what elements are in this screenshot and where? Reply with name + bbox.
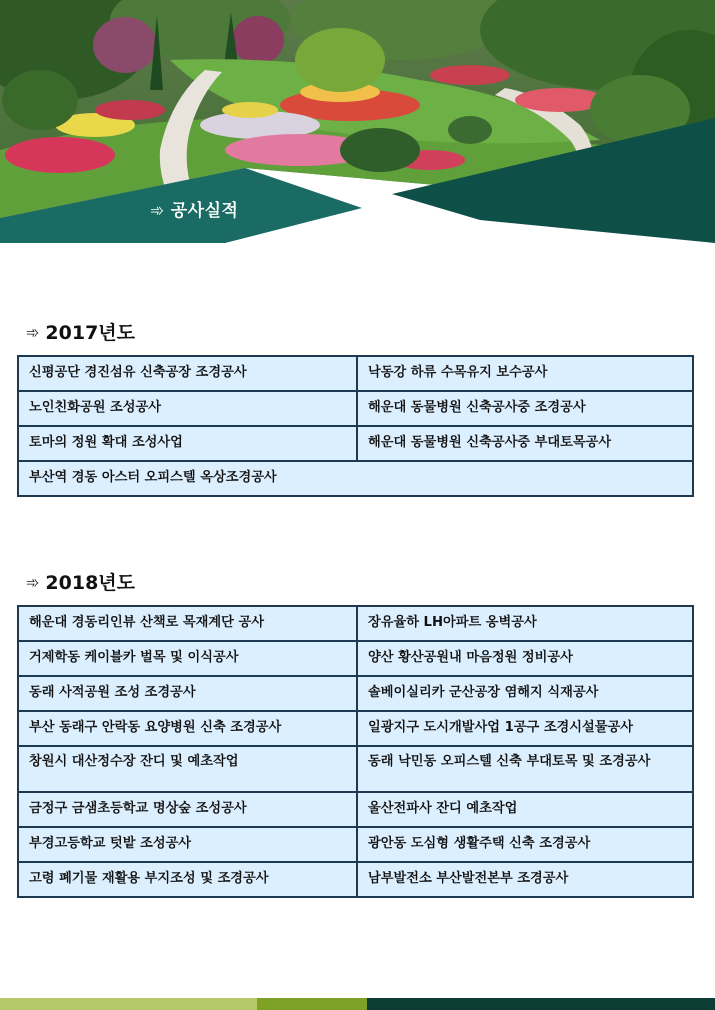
table-row: [18, 711, 693, 746]
footer-stripe-mid: [257, 998, 367, 1010]
table-cell: 부산 동래구 안락동 요양병원 신축 조경공사: [18, 711, 357, 746]
works-table-2018: [17, 605, 694, 898]
header-banner: [0, 0, 715, 250]
footer-bar: [0, 998, 715, 1010]
table-cell: 신평공단 경진섬유 신축공장 조경공사: [18, 356, 357, 391]
garden-illustration: [0, 0, 715, 250]
section-year: 2018년도: [45, 572, 135, 594]
table-row: [18, 827, 693, 862]
table-cell: 광안동 도심형 생활주택 신축 조경공사: [357, 827, 693, 862]
table-cell: 토마의 정원 확대 조성사업: [18, 426, 357, 461]
table-row: [18, 606, 693, 641]
works-table-2017: [17, 355, 694, 497]
table-row: [18, 641, 693, 676]
table-row: [18, 676, 693, 711]
table-cell: 장유율하 LH아파트 옹벽공사: [357, 606, 693, 641]
table-row: [18, 391, 693, 426]
table-cell: 솔베이실리카 군산공장 염해지 식재공사: [357, 676, 693, 711]
table-cell: 거제학동 케이블카 벌목 및 이식공사: [18, 641, 357, 676]
table-row: [18, 792, 693, 827]
arrow-right-icon: ➾: [26, 573, 40, 592]
page-title: [150, 196, 238, 221]
table-cell: 해운대 동물병원 신축공사중 조경공사: [357, 391, 693, 426]
page-title-text: 공사실적: [170, 201, 239, 221]
table-row: [18, 356, 693, 391]
table-cell: 노인친화공원 조성공사: [18, 391, 357, 426]
section-heading-2018: [26, 568, 135, 595]
footer-stripe-dark: [367, 998, 715, 1010]
table-cell: 양산 황산공원내 마음정원 정비공사: [357, 641, 693, 676]
table-cell: 울산전파사 잔디 예초작업: [357, 792, 693, 827]
table-cell: 해운대 경동리인뷰 산책로 목재계단 공사: [18, 606, 357, 641]
table-cell: 해운대 동물병원 신축공사중 부대토목공사: [357, 426, 693, 461]
table-row: [18, 746, 693, 792]
section-year: 2017년도: [45, 322, 135, 344]
table-cell: 부경고등학교 텃밭 조성공사: [18, 827, 357, 862]
table-row: [18, 426, 693, 461]
table-cell: 남부발전소 부산발전본부 조경공사: [357, 862, 693, 897]
footer-stripe-light: [0, 998, 257, 1010]
table-cell: 낙동강 하류 수목유지 보수공사: [357, 356, 693, 391]
arrow-right-icon: ➾: [150, 201, 165, 221]
section-heading-2017: [26, 318, 135, 345]
table-cell: 금정구 금샘초등학교 명상숲 조성공사: [18, 792, 357, 827]
table-cell: 동래 낙민동 오피스텔 신축 부대토목 및 조경공사: [357, 746, 693, 792]
table-cell: 고령 폐기물 재활용 부지조성 및 조경공사: [18, 862, 357, 897]
table-row: [18, 862, 693, 897]
table-cell: 부산역 경동 아스터 오피스텔 옥상조경공사: [18, 461, 693, 496]
table-cell: 일광지구 도시개발사업 1공구 조경시설물공사: [357, 711, 693, 746]
table-cell: 동래 사적공원 조성 조경공사: [18, 676, 357, 711]
arrow-right-icon: ➾: [26, 323, 40, 342]
table-row: [18, 461, 693, 496]
table-cell: 창원시 대산정수장 잔디 및 예초작업: [18, 746, 357, 792]
